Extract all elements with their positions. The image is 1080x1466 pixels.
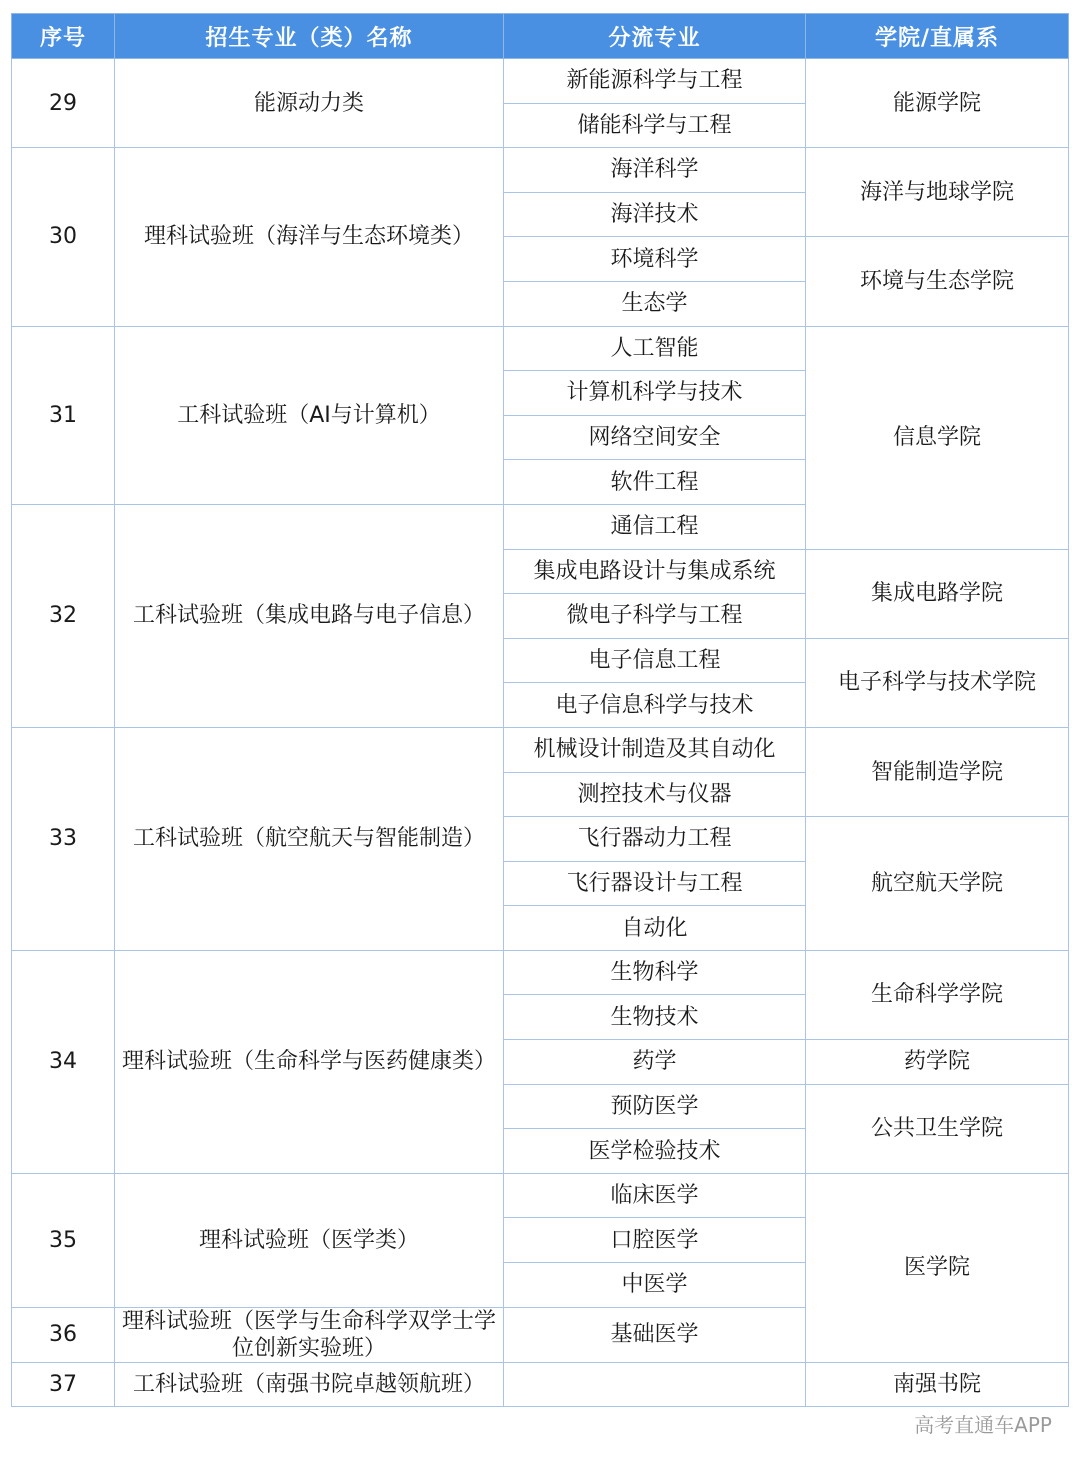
college-cell: 海洋与地球学院 — [806, 148, 1069, 237]
table-row — [12, 59, 1069, 104]
major-cell: 预防医学 — [504, 1084, 806, 1129]
major-cell: 微电子科学与工程 — [504, 594, 806, 639]
major-cell: 储能科学与工程 — [504, 103, 806, 148]
major-cell: 医学检验技术 — [504, 1129, 806, 1174]
college-cell: 生命科学学院 — [806, 950, 1069, 1039]
major-cell: 通信工程 — [504, 504, 806, 549]
college-cell: 公共卫生学院 — [806, 1084, 1069, 1173]
major-cell: 网络空间安全 — [504, 415, 806, 460]
major-cell: 电子信息工程 — [504, 638, 806, 683]
college-cell: 集成电路学院 — [806, 549, 1069, 638]
header-college: 学院/直属系 — [806, 14, 1069, 59]
major-cell: 口腔医学 — [504, 1218, 806, 1263]
college-cell: 航空航天学院 — [806, 817, 1069, 951]
major-cell: 基础医学 — [504, 1307, 806, 1362]
header-major: 分流专业 — [504, 14, 806, 59]
major-cell: 中医学 — [504, 1263, 806, 1308]
majors-table — [11, 13, 1069, 1407]
program-name: 理科试验班（海洋与生态环境类） — [115, 148, 504, 326]
major-cell: 飞行器设计与工程 — [504, 861, 806, 906]
college-cell: 南强书院 — [806, 1362, 1069, 1407]
college-cell: 信息学院 — [806, 326, 1069, 549]
watermark: 高考直通车APP — [914, 1413, 1052, 1437]
major-cell: 新能源科学与工程 — [504, 59, 806, 104]
row-number: 34 — [12, 950, 115, 1173]
major-cell: 电子信息科学与技术 — [504, 683, 806, 728]
header-program: 招生专业（类）名称 — [115, 14, 504, 59]
major-cell — [504, 1362, 806, 1407]
row-number: 31 — [12, 326, 115, 504]
major-cell: 机械设计制造及其自动化 — [504, 727, 806, 772]
row-number: 30 — [12, 148, 115, 326]
major-cell: 生态学 — [504, 281, 806, 326]
college-cell: 能源学院 — [806, 59, 1069, 148]
table-row — [12, 1173, 1069, 1218]
program-name: 工科试验班（AI与计算机） — [115, 326, 504, 504]
table-row — [12, 148, 1069, 193]
program-name: 理科试验班（生命科学与医药健康类） — [115, 950, 504, 1173]
row-number: 32 — [12, 504, 115, 727]
row-number: 29 — [12, 59, 115, 148]
major-cell: 集成电路设计与集成系统 — [504, 549, 806, 594]
major-cell: 人工智能 — [504, 326, 806, 371]
major-cell: 测控技术与仪器 — [504, 772, 806, 817]
major-cell: 生物技术 — [504, 995, 806, 1040]
program-name: 理科试验班（医学类） — [115, 1173, 504, 1307]
program-name: 工科试验班（南强书院卓越领航班） — [115, 1362, 504, 1407]
row-number: 37 — [12, 1362, 115, 1407]
program-name: 理科试验班（医学与生命科学双学士学位创新实验班） — [115, 1307, 504, 1362]
major-cell: 药学 — [504, 1040, 806, 1085]
header-row — [12, 14, 1069, 59]
program-name: 工科试验班（航空航天与智能制造） — [115, 727, 504, 950]
row-number: 35 — [12, 1173, 115, 1307]
program-name: 工科试验班（集成电路与电子信息） — [115, 504, 504, 727]
row-number: 33 — [12, 727, 115, 950]
college-cell: 电子科学与技术学院 — [806, 638, 1069, 727]
major-cell: 自动化 — [504, 906, 806, 951]
major-cell: 软件工程 — [504, 460, 806, 505]
row-number: 36 — [12, 1307, 115, 1362]
major-cell: 生物科学 — [504, 950, 806, 995]
college-cell: 环境与生态学院 — [806, 237, 1069, 326]
program-name: 能源动力类 — [115, 59, 504, 148]
major-cell: 飞行器动力工程 — [504, 817, 806, 862]
college-cell: 智能制造学院 — [806, 727, 1069, 816]
major-cell: 海洋技术 — [504, 192, 806, 237]
major-cell: 计算机科学与技术 — [504, 371, 806, 416]
college-cell: 药学院 — [806, 1040, 1069, 1085]
college-cell: 医学院 — [806, 1173, 1069, 1362]
table-row — [12, 326, 1069, 371]
table-row — [12, 727, 1069, 772]
major-cell: 临床医学 — [504, 1173, 806, 1218]
header-no: 序号 — [12, 14, 115, 59]
major-cell: 环境科学 — [504, 237, 806, 282]
major-cell: 海洋科学 — [504, 148, 806, 193]
table-row — [12, 950, 1069, 995]
